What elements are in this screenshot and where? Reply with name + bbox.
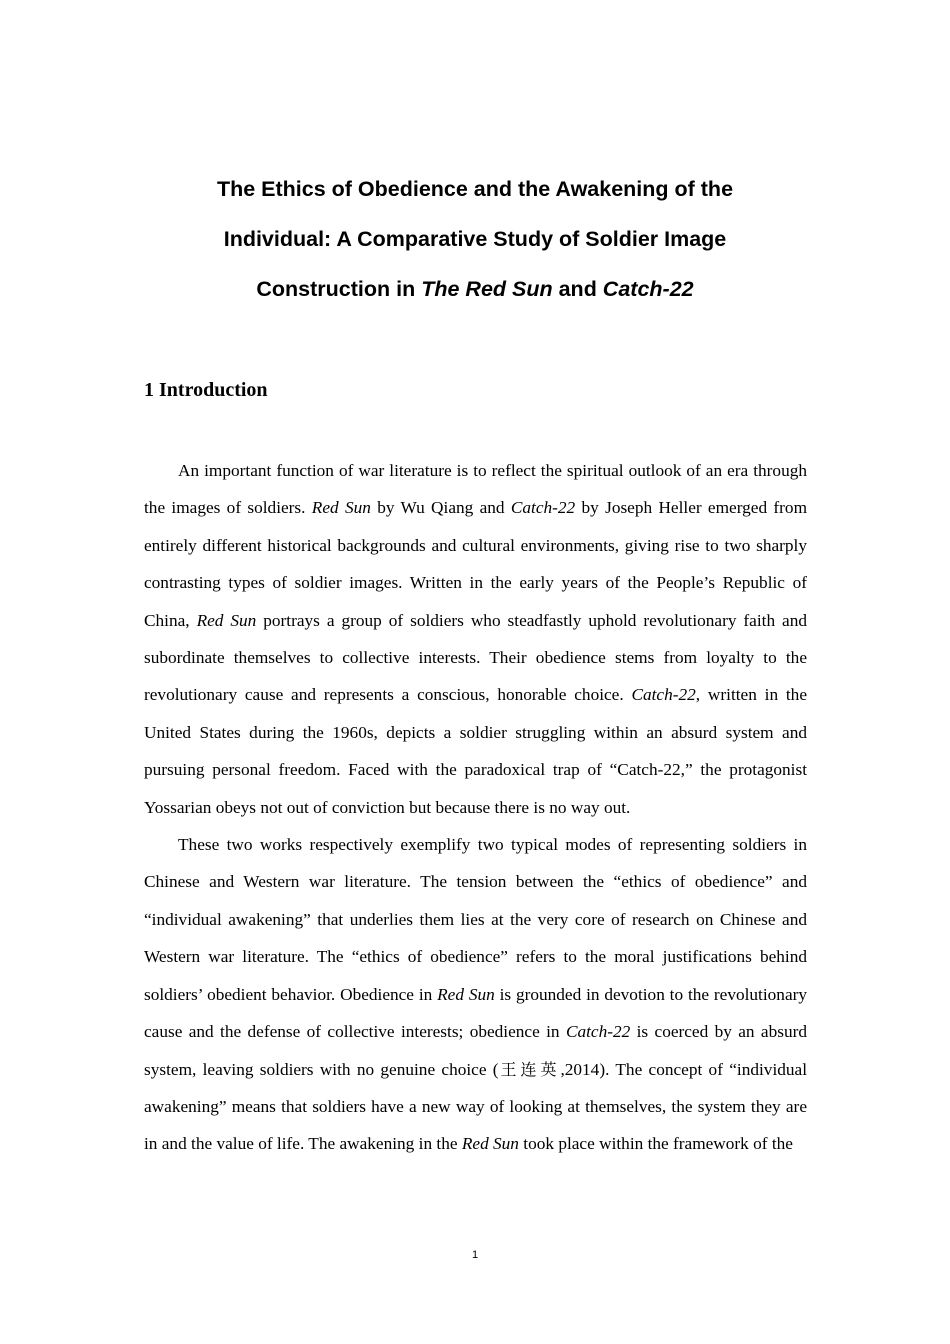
title-book-red-sun: The Red Sun: [421, 277, 553, 301]
p1-text-4: portrays a group of soldiers who steadfastly uphold revolutionary faith and subordinate themselves to collective interests. Their obedience stems from loyalty to the revolutionary cause and represents a conscious, honorable choice.: [144, 610, 807, 705]
p1-book-catch-22-1: Catch-22: [510, 498, 576, 518]
p2-text-1: These two works respectively exemplify two typical modes of representing soldiers in Chinese and Western war literature. The tension between the “ethics of obedience” and “individual awakening” that underlies them lies at the very core of research on Chinese and Western war literature. The “ethics of obedience” refers to the moral justifications behind soldiers’ obedient behavior. Obedience in: [144, 835, 807, 1004]
p1-text-2: by Wu Qiang and: [370, 498, 511, 518]
p2-book-red-sun-2: Red Sun: [461, 1134, 519, 1154]
p2-text-4: ,2014). The concept of “individual awakening” means that soldiers have a new way of looking at themselves, the system they are in and the value of life. The awakening in the: [144, 1059, 807, 1154]
title-line-2: Individual: A Comparative Study of Soldier Image: [223, 227, 727, 251]
title-line-1: The Ethics of Obedience and the Awakening of the: [216, 177, 734, 201]
p2-book-red-sun-1: Red Sun: [437, 984, 495, 1004]
p2-book-catch-22-1: Catch-22: [565, 1022, 631, 1042]
paragraph-1: [144, 452, 807, 826]
citation-author: 王连英: [498, 1059, 561, 1079]
title-line-3-prefix: Construction in: [256, 277, 422, 301]
paper-title: [140, 164, 810, 314]
p1-book-red-sun-2: Red Sun: [196, 610, 257, 630]
title-line-3: [140, 264, 810, 314]
p1-text-1: An important function of war literature is to reflect the spiritual outlook of an era through the images of soldiers.: [144, 461, 807, 518]
p2-text-3: is coerced by an absurd system, leaving soldiers with no genuine choice (: [144, 1022, 807, 1079]
p1-book-red-sun-1: Red Sun: [311, 498, 371, 518]
paragraph-2: [144, 826, 807, 1163]
p2-text-5: took place within the framework of the: [518, 1134, 793, 1154]
body-text: [144, 452, 807, 1163]
p1-text-5: , written in the United States during the 1960s, depicts a soldier struggling within an absurd system and pursuing personal freedom. Faced with the paradoxical trap of “Catch-22,” the protagonist Yossarian obeys not out of conviction but because there is no way out.: [144, 685, 807, 817]
page-number: 1: [471, 1249, 479, 1261]
p2-text-2: is grounded in devotion to the revolutionary cause and the defense of collective interests; obedience in: [144, 984, 808, 1042]
p1-book-catch-22-2: Catch-22: [631, 685, 696, 705]
section-heading: 1 Introduction: [144, 379, 268, 401]
title-book-catch-22: Catch-22: [602, 277, 694, 301]
p1-text-3: by Joseph Heller emerged from entirely different historical backgrounds and cultural environments, giving rise to two sharply contrasting types of soldier images. Written in the early years of the People’s Republic of China,: [144, 498, 808, 630]
title-line-3-conjunction: and: [552, 277, 603, 301]
